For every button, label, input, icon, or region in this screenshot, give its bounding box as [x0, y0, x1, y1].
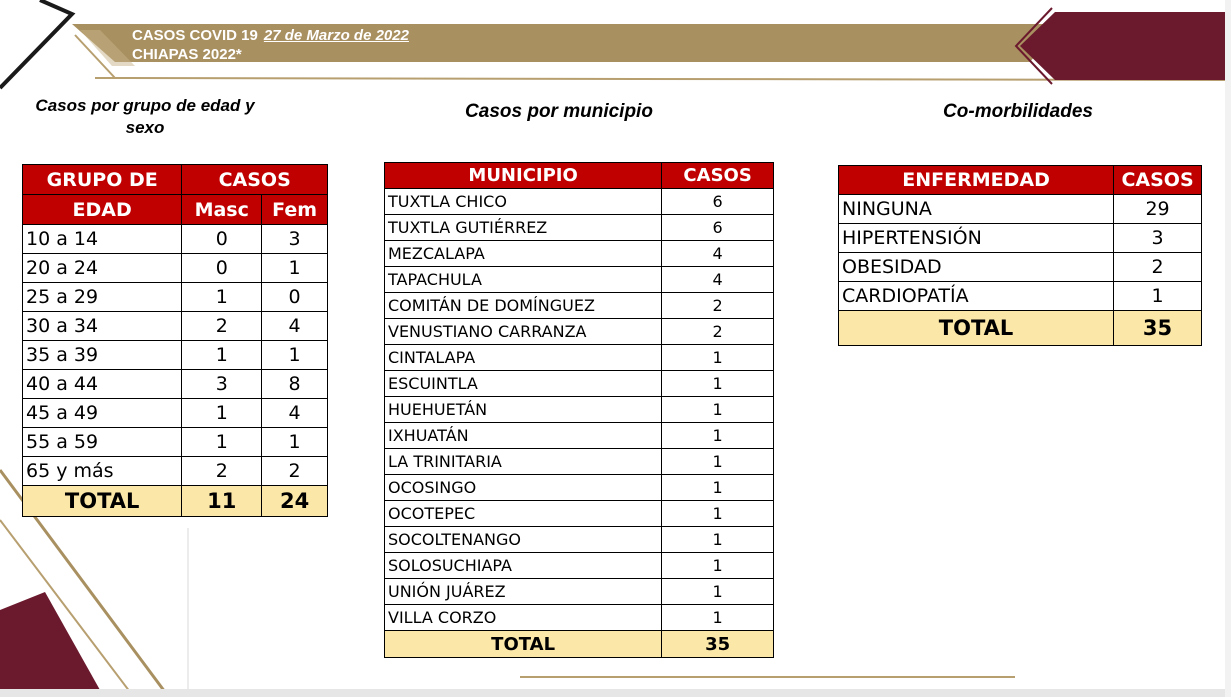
cases-cell: 4	[662, 267, 774, 293]
age-sex-table	[22, 164, 328, 517]
masc-cell: 1	[182, 428, 262, 457]
comorbidity-table	[838, 165, 1202, 346]
header-casos: CASOS	[662, 163, 774, 189]
age-group-cell: 25 a 29	[23, 283, 182, 312]
header-fem: Fem	[262, 195, 328, 225]
header-group-2: EDAD	[23, 195, 182, 225]
municipio-cell: IXHUATÁN	[385, 423, 662, 449]
municipio-total-row	[385, 631, 774, 658]
table-row	[385, 475, 774, 501]
cases-cell: 1	[662, 423, 774, 449]
table-row	[385, 345, 774, 371]
municipio-cell: HUEHUETÁN	[385, 397, 662, 423]
municipio-cell: CINTALAPA	[385, 345, 662, 371]
cases-cell: 1	[662, 397, 774, 423]
municipio-cell: SOLOSUCHIAPA	[385, 553, 662, 579]
total-masc: 11	[182, 486, 262, 517]
cases-cell: 29	[1114, 195, 1202, 224]
table-row	[385, 293, 774, 319]
cases-cell: 1	[662, 553, 774, 579]
masc-cell: 1	[182, 341, 262, 370]
municipio-table	[384, 162, 774, 658]
municipio-cell: UNIÓN JUÁREZ	[385, 579, 662, 605]
header-group: GRUPO DE	[23, 165, 182, 195]
municipio-cell: LA TRINITARIA	[385, 449, 662, 475]
municipio-cell: MEZCALAPA	[385, 241, 662, 267]
disease-cell: NINGUNA	[839, 195, 1114, 224]
table-row	[385, 371, 774, 397]
table-row	[385, 579, 774, 605]
municipio-cell: OCOTEPEC	[385, 501, 662, 527]
age-group-cell: 10 a 14	[23, 225, 182, 254]
total-label: TOTAL	[23, 486, 182, 517]
table-row	[385, 189, 774, 215]
table-row	[23, 370, 328, 399]
table-row	[385, 449, 774, 475]
cases-cell: 1	[662, 527, 774, 553]
table-row	[385, 397, 774, 423]
table-row	[23, 428, 328, 457]
table-row	[385, 215, 774, 241]
cases-cell: 1	[662, 579, 774, 605]
header-casos: CASOS	[1114, 166, 1202, 195]
header-cases: CASOS	[182, 165, 328, 195]
municipio-cell: TUXTLA GUTIÉRREZ	[385, 215, 662, 241]
masc-cell: 2	[182, 312, 262, 341]
header-line2: CHIAPAS 2022*	[132, 46, 242, 63]
table-row	[23, 312, 328, 341]
cases-cell: 1	[662, 371, 774, 397]
age-group-cell: 45 a 49	[23, 399, 182, 428]
table-row	[385, 423, 774, 449]
total-value: 35	[1114, 311, 1202, 346]
table-row	[839, 282, 1202, 311]
fem-cell: 1	[262, 254, 328, 283]
cases-cell: 2	[662, 319, 774, 345]
table-row	[839, 253, 1202, 282]
comorbidity-section-title: Co-morbilidades	[943, 101, 1093, 122]
fem-cell: 8	[262, 370, 328, 399]
fem-cell: 0	[262, 283, 328, 312]
table-row	[23, 283, 328, 312]
table-row	[839, 224, 1202, 253]
municipio-cell: VENUSTIANO CARRANZA	[385, 319, 662, 345]
fem-cell: 4	[262, 312, 328, 341]
cases-cell: 1	[662, 501, 774, 527]
municipio-section-title: Casos por municipio	[465, 101, 653, 122]
cases-cell: 6	[662, 189, 774, 215]
table-row	[839, 195, 1202, 224]
total-label: TOTAL	[385, 631, 662, 658]
municipio-cell: COMITÁN DE DOMÍNGUEZ	[385, 293, 662, 319]
municipio-cell: SOCOLTENANGO	[385, 527, 662, 553]
cases-cell: 3	[1114, 224, 1202, 253]
table-row	[385, 501, 774, 527]
table-row	[385, 267, 774, 293]
fem-cell: 3	[262, 225, 328, 254]
table-row	[23, 254, 328, 283]
total-fem: 24	[262, 486, 328, 517]
cases-cell: 1	[1114, 282, 1202, 311]
age-group-cell: 35 a 39	[23, 341, 182, 370]
header-line1: CASOS COVID 19	[132, 27, 258, 44]
municipio-cell: ESCUINTLA	[385, 371, 662, 397]
header-municipio: MUNICIPIO	[385, 163, 662, 189]
age-group-cell: 55 a 59	[23, 428, 182, 457]
comorbidity-total-row	[839, 311, 1202, 346]
cases-cell: 6	[662, 215, 774, 241]
age-group-cell: 65 y más	[23, 457, 182, 486]
municipio-cell: OCOSINGO	[385, 475, 662, 501]
fem-cell: 2	[262, 457, 328, 486]
cases-cell: 1	[662, 345, 774, 371]
age-group-cell: 40 a 44	[23, 370, 182, 399]
municipio-cell: VILLA CORZO	[385, 605, 662, 631]
fem-cell: 1	[262, 428, 328, 457]
header-title	[132, 26, 409, 64]
table-row	[385, 605, 774, 631]
cases-cell: 1	[662, 475, 774, 501]
table-row	[385, 241, 774, 267]
masc-cell: 0	[182, 225, 262, 254]
municipio-cell: TUXTLA CHICO	[385, 189, 662, 215]
header-date: 27 de Marzo de 2022	[263, 27, 409, 44]
table-row	[23, 457, 328, 486]
header-enfermedad: ENFERMEDAD	[839, 166, 1114, 195]
cases-cell: 4	[662, 241, 774, 267]
table-row	[385, 319, 774, 345]
cases-cell: 2	[662, 293, 774, 319]
masc-cell: 1	[182, 283, 262, 312]
table-row	[385, 527, 774, 553]
disease-cell: HIPERTENSIÓN	[839, 224, 1114, 253]
masc-cell: 3	[182, 370, 262, 399]
cases-cell: 2	[1114, 253, 1202, 282]
fem-cell: 4	[262, 399, 328, 428]
total-value: 35	[662, 631, 774, 658]
cases-cell: 1	[662, 605, 774, 631]
fem-cell: 1	[262, 341, 328, 370]
disease-cell: CARDIOPATÍA	[839, 282, 1114, 311]
table-row	[23, 225, 328, 254]
age-group-cell: 30 a 34	[23, 312, 182, 341]
total-label: TOTAL	[839, 311, 1114, 346]
masc-cell: 0	[182, 254, 262, 283]
table-row	[23, 341, 328, 370]
masc-cell: 2	[182, 457, 262, 486]
header-masc: Masc	[182, 195, 262, 225]
age-section-title: Casos por grupo de edad y sexo	[35, 96, 255, 137]
disease-cell: OBESIDAD	[839, 253, 1114, 282]
table-row	[23, 399, 328, 428]
masc-cell: 1	[182, 399, 262, 428]
age-group-cell: 20 a 24	[23, 254, 182, 283]
cases-cell: 1	[662, 449, 774, 475]
table-row	[385, 553, 774, 579]
municipio-cell: TAPACHULA	[385, 267, 662, 293]
age-total-row	[23, 486, 328, 517]
